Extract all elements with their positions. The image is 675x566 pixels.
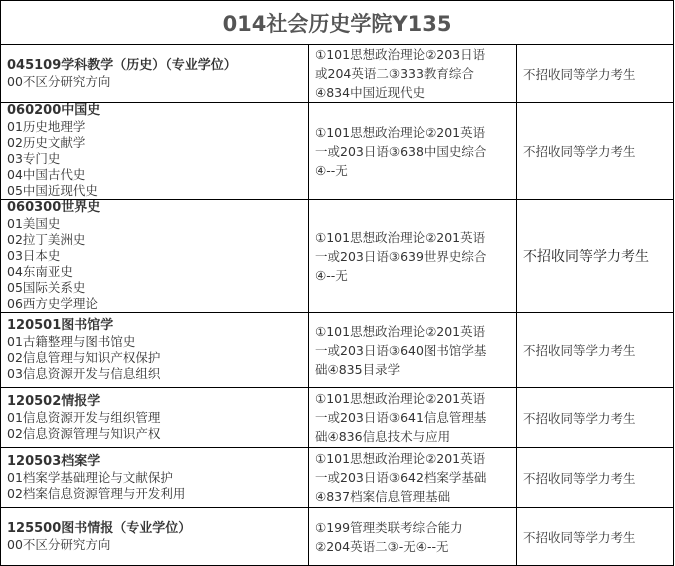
direction-item: 03日本史 (7, 248, 61, 263)
page-title: 014社会历史学院Y135 (1, 1, 674, 45)
exam-line: ①101思想政治理论②201英语 (315, 451, 486, 466)
direction-item: 01美国史 (7, 216, 61, 231)
direction-item: 02拉丁美洲史 (7, 232, 86, 247)
program-cell (1, 103, 309, 200)
direction-item: 01古籍整理与图书馆史 (7, 334, 136, 349)
note-cell: 不招收同等学力考生 (517, 448, 674, 508)
note-cell: 不招收同等学力考生 (517, 313, 674, 388)
exam-cell (309, 508, 517, 566)
table-row (1, 448, 674, 508)
direction-item: 05国际关系史 (7, 280, 86, 295)
table-row (1, 103, 674, 200)
program-cell (1, 200, 309, 313)
exam-line: ④837档案信息管理基础 (315, 489, 451, 504)
table-row (1, 508, 674, 566)
table-row (1, 313, 674, 388)
program-header: 120501图书馆学 (7, 318, 114, 333)
exam-line: ④--无 (315, 267, 348, 283)
program-header: 060200中国史 (7, 103, 101, 118)
program-header: 060300世界史 (7, 200, 101, 215)
exam-line: ①101思想政治理论②201英语 (315, 391, 486, 406)
direction-item: 04东南亚史 (7, 264, 73, 279)
note-cell: 不招收同等学力考生 (517, 508, 674, 566)
exam-line: 或204英语二③333教育综合 (315, 66, 474, 81)
program-header: 120503档案学 (7, 453, 101, 469)
exam-line: 础④836信息技术与应用 (315, 429, 451, 444)
exam-line: 一或203日语③641信息管理基 (315, 410, 487, 425)
table-row (1, 200, 674, 313)
direction-item: 01历史地理学 (7, 119, 86, 134)
direction-item: 02历史文献学 (7, 135, 86, 150)
program-cell (1, 448, 309, 508)
exam-line: 础④835目录学 (315, 361, 401, 377)
exam-line: ①199管理类联考综合能力 (315, 519, 463, 535)
exam-line: 一或203日语③640图书馆学基 (315, 342, 487, 358)
table-row (1, 45, 674, 103)
direction-item: 05中国近现代史 (7, 183, 98, 198)
exam-cell (309, 388, 517, 448)
note-cell: 不招收同等学力考生 (517, 103, 674, 200)
exam-cell (309, 45, 517, 103)
exam-line: ④--无 (315, 162, 348, 178)
note-cell: 不招收同等学力考生 (517, 200, 674, 313)
direction-item: 02档案信息资源管理与开发利用 (7, 485, 186, 501)
direction-item: 06西方史学理论 (7, 296, 98, 311)
exam-line: ①101思想政治理论②201英语 (315, 229, 486, 245)
program-cell (1, 313, 309, 388)
exam-line: ①101思想政治理论②203日语 (315, 47, 486, 62)
note-cell: 不招收同等学力考生 (517, 45, 674, 103)
exam-line: 一或203日语③642档案学基础 (315, 470, 487, 485)
direction-item: 03信息资源开发与信息组织 (7, 366, 161, 381)
direction-item: 01档案学基础理论与文献保护 (7, 469, 173, 485)
direction-item: 04中国古代史 (7, 167, 86, 182)
program-header: 125500图书情报（专业学位） (7, 520, 192, 536)
exam-line: ①101思想政治理论②201英语 (315, 124, 486, 140)
exam-line: 一或203日语③639世界史综合 (315, 248, 487, 264)
exam-cell (309, 313, 517, 388)
table-row (1, 388, 674, 448)
exam-cell (309, 448, 517, 508)
direction-item: 03专门史 (7, 151, 61, 166)
exam-line: ①101思想政治理论②201英语 (315, 323, 486, 339)
exam-line: 一或203日语③638中国史综合 (315, 143, 487, 159)
exam-line: ④834中国近现代史 (315, 85, 426, 100)
program-header: 120502情报学 (7, 393, 101, 409)
program-cell (1, 388, 309, 448)
program-cell (1, 508, 309, 566)
exam-cell (309, 103, 517, 200)
direction-item: 02信息管理与知识产权保护 (7, 350, 161, 365)
exam-cell (309, 200, 517, 313)
direction-item: 01信息资源开发与组织管理 (7, 409, 161, 425)
exam-line: ②204英语二③-无④--无 (315, 538, 449, 554)
direction-item: 00不区分研究方向 (7, 73, 111, 89)
program-cell (1, 45, 309, 103)
program-header: 045109学科教学（历史）（专业学位） (7, 57, 237, 73)
direction-item: 00不区分研究方向 (7, 536, 111, 552)
direction-item: 02信息资源管理与知识产权 (7, 425, 161, 441)
note-cell: 不招收同等学力考生 (517, 388, 674, 448)
